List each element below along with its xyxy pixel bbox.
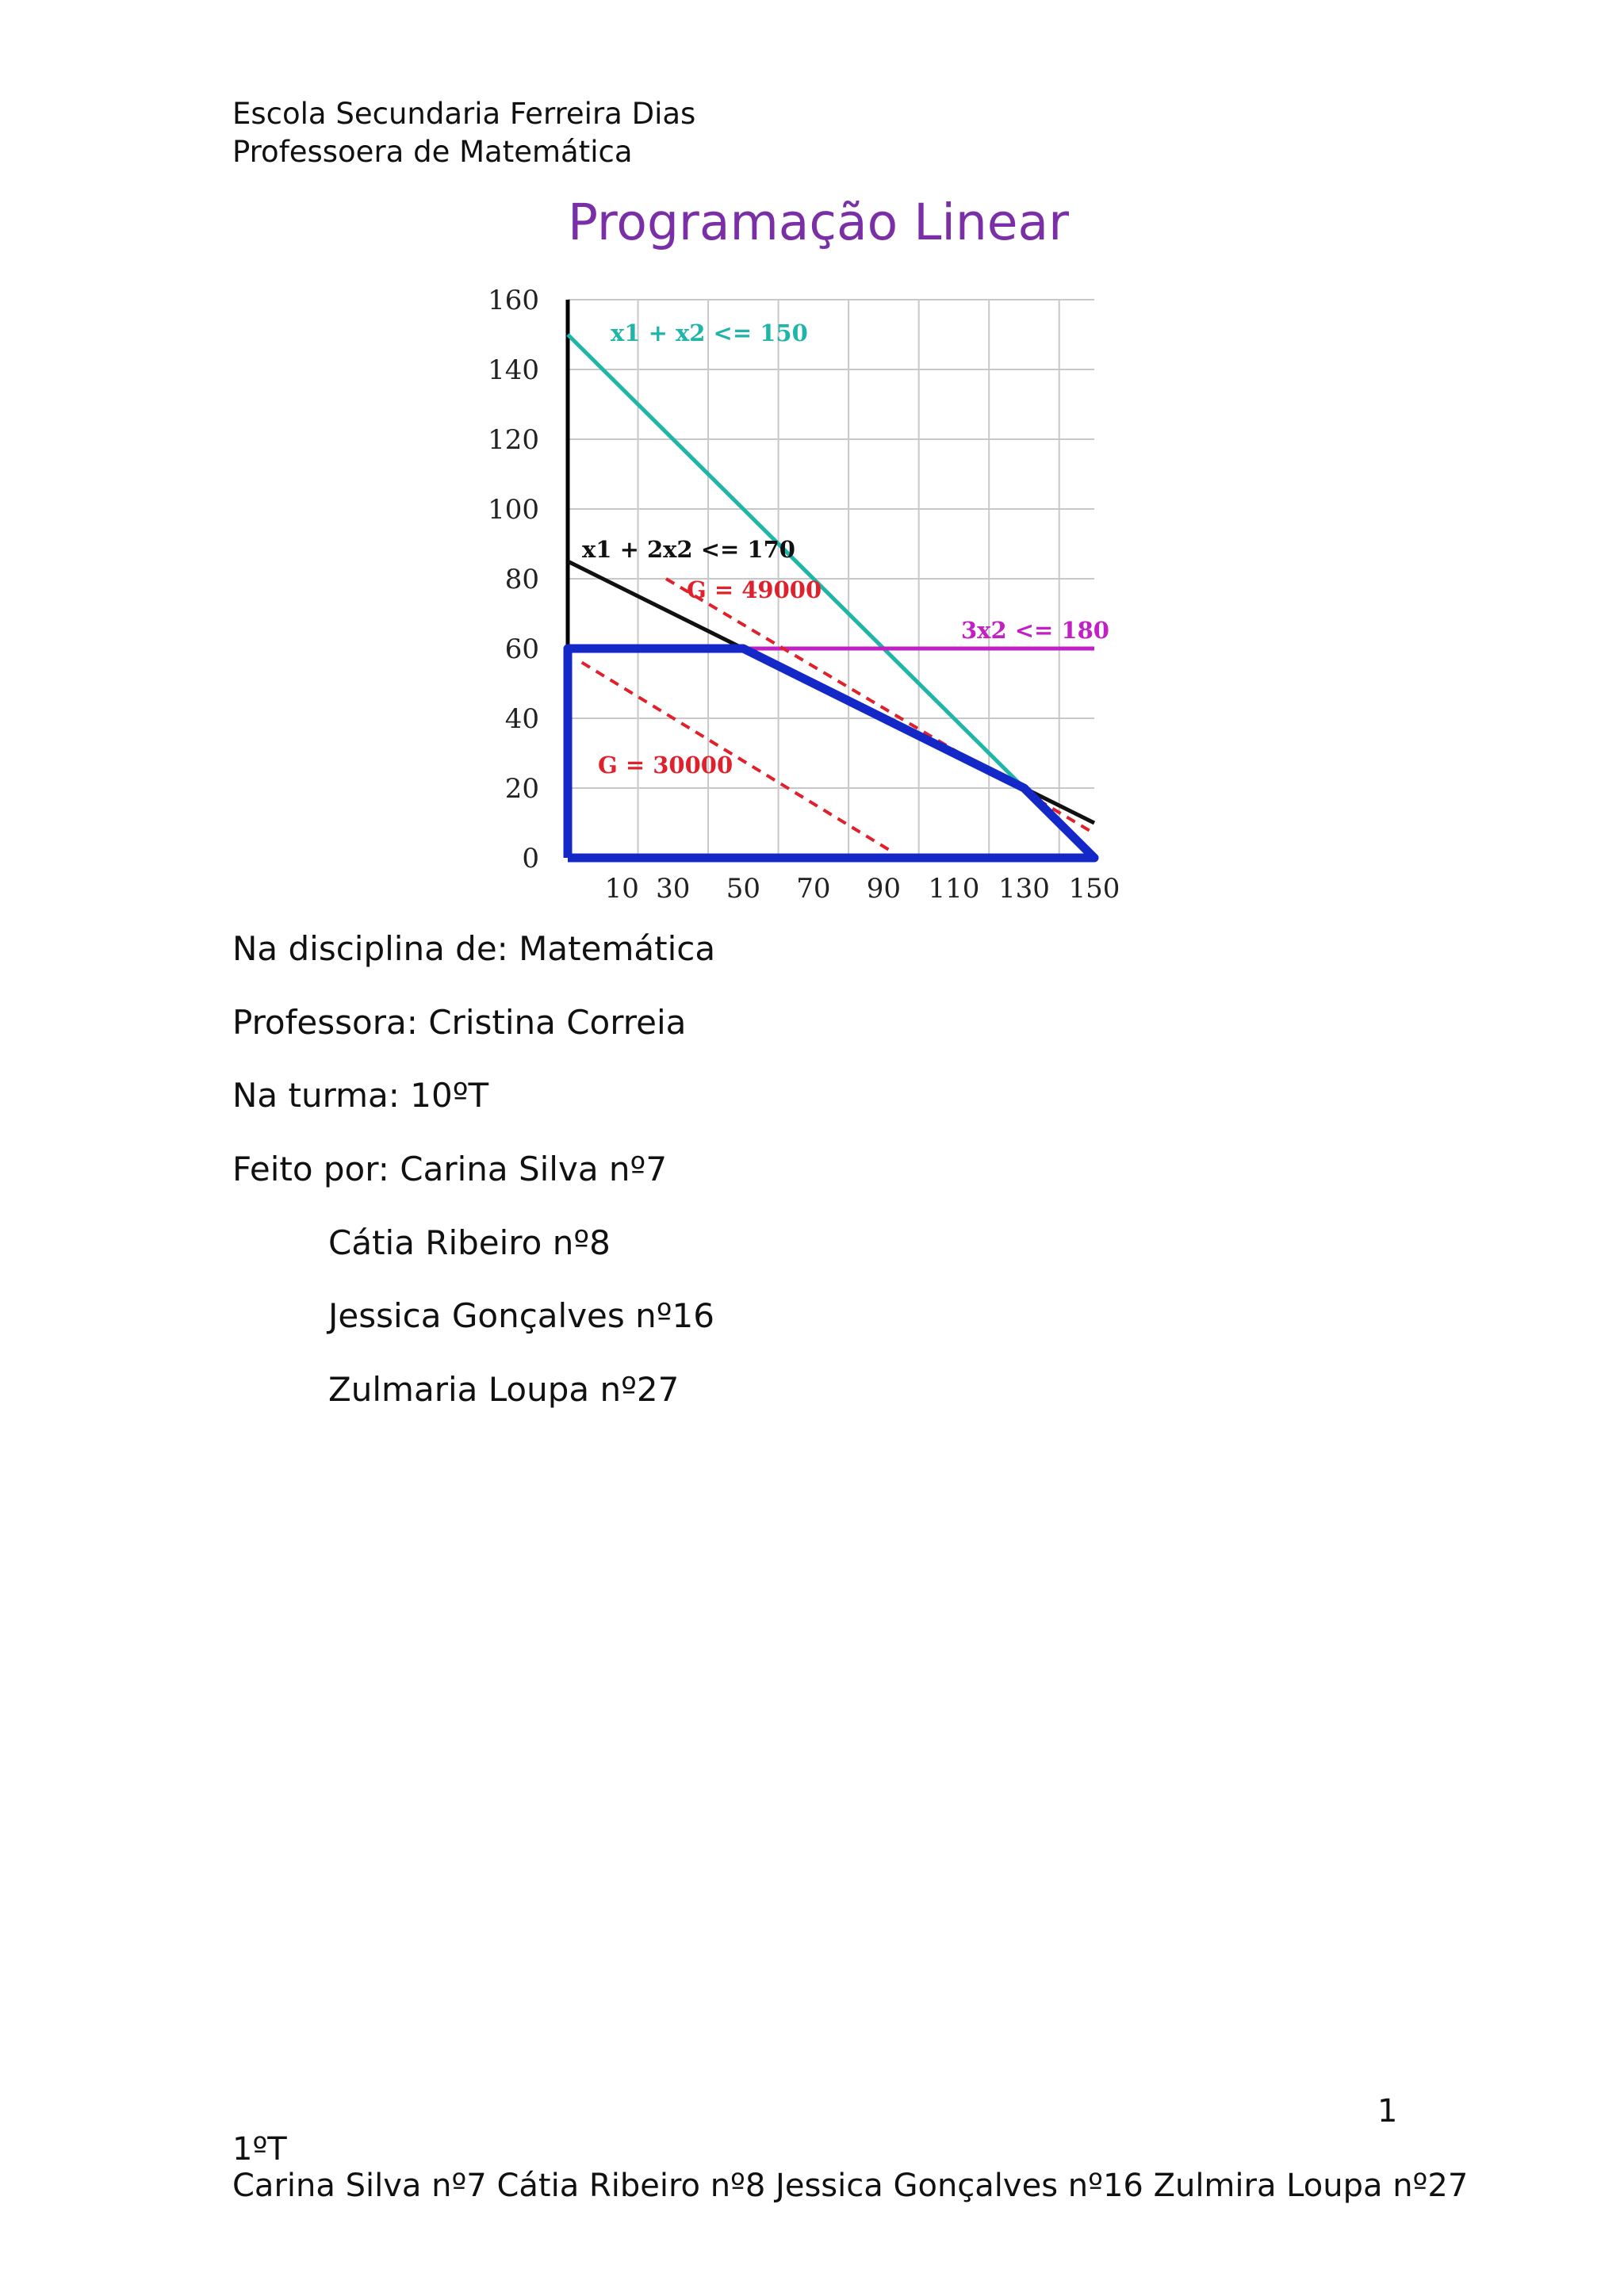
chart-series bbox=[568, 335, 1094, 858]
y-tick-label: 140 bbox=[488, 354, 539, 386]
x-tick-label: 10 bbox=[604, 873, 639, 905]
x-tick-label: 150 bbox=[1068, 873, 1120, 905]
class-line: Na turma: 10ºT bbox=[232, 1076, 489, 1115]
x-tick-label: 30 bbox=[656, 873, 691, 905]
y-tick-label: 120 bbox=[488, 424, 539, 456]
discipline-line: Na disciplina de: Matemática bbox=[232, 929, 716, 968]
authors-line: Feito por: Carina Silva nº7 bbox=[232, 1150, 668, 1188]
school-name: Escola Secundaria Ferreira Dias bbox=[232, 97, 696, 131]
x-tick-label: 90 bbox=[866, 873, 902, 905]
y-tick-label: 80 bbox=[504, 564, 539, 595]
series-label: x1 + 2x2 <= 170 bbox=[582, 536, 795, 563]
linear-programming-chart bbox=[476, 277, 1126, 912]
footer-authors: Carina Silva nº7 Cátia Ribeiro nº8 Jessica Gonçalves nº16 Zulmira Loupa nº27 bbox=[232, 2168, 1469, 2204]
page-title: Programação Linear bbox=[568, 193, 1070, 251]
series-label: x1 + x2 <= 150 bbox=[611, 320, 808, 346]
y-tick-label: 160 bbox=[488, 285, 539, 316]
y-tick-label: 20 bbox=[504, 773, 539, 805]
series-label: 3x2 <= 180 bbox=[961, 617, 1109, 644]
member-item: Jessica Gonçalves nº16 bbox=[328, 1296, 714, 1335]
x-tick-label: 50 bbox=[726, 873, 760, 905]
page-number: 1 bbox=[1377, 2093, 1398, 2130]
member-item: Cátia Ribeiro nº8 bbox=[328, 1223, 611, 1262]
member-item: Zulmaria Loupa nº27 bbox=[328, 1370, 680, 1409]
y-tick-label: 0 bbox=[522, 843, 539, 874]
series-label: G = 30000 bbox=[598, 752, 733, 779]
x-tick-label: 110 bbox=[928, 873, 980, 905]
x-tick-label: 70 bbox=[796, 873, 831, 905]
y-tick-label: 40 bbox=[504, 703, 539, 735]
teacher-line: Professora: Cristina Correia bbox=[232, 1003, 687, 1042]
teacher-subject: Professoera de Matemática bbox=[232, 135, 633, 169]
x-tick-label: 130 bbox=[998, 873, 1050, 905]
footer-class: 1ºT bbox=[232, 2131, 287, 2168]
y-tick-label: 60 bbox=[504, 633, 539, 665]
series-label: G = 49000 bbox=[687, 576, 822, 603]
y-tick-label: 100 bbox=[488, 494, 539, 526]
